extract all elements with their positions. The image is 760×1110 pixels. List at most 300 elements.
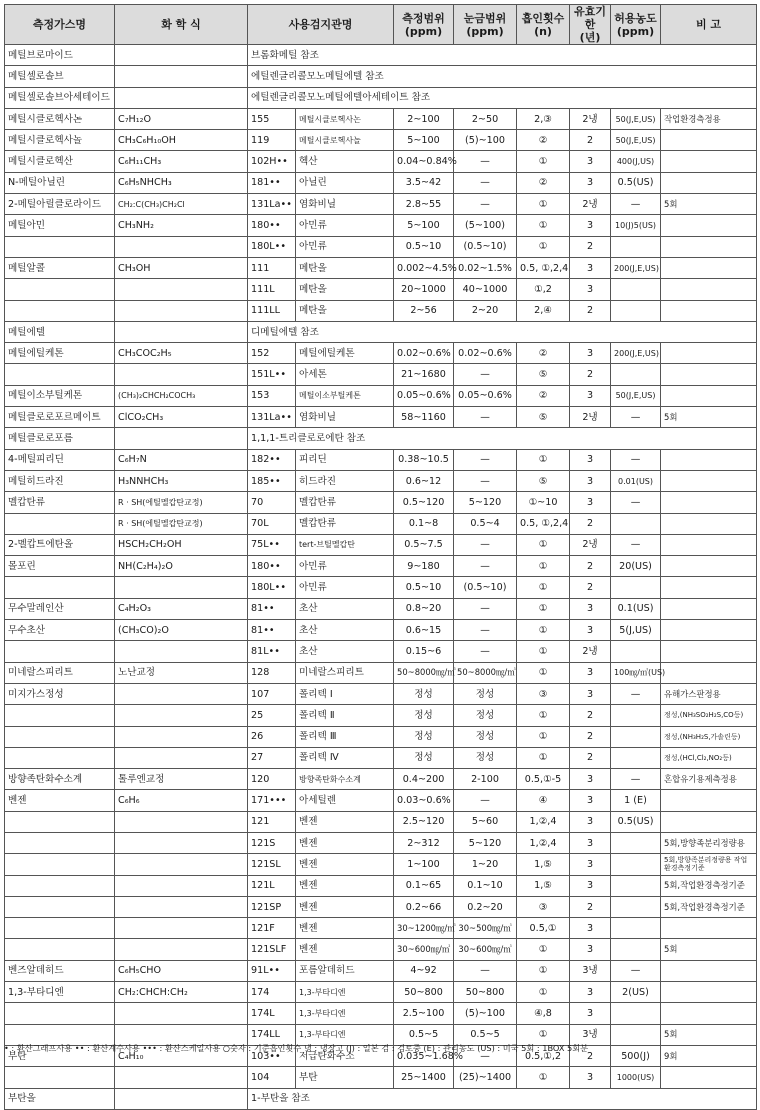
formula-cell xyxy=(115,1067,248,1088)
scale-cell: — xyxy=(454,620,517,641)
scale-cell: — xyxy=(454,790,517,811)
scale-cell: 0.2~20 xyxy=(454,896,517,917)
range-cell: 50~8000㎎/㎥ xyxy=(394,662,454,683)
tlv-cell: 0.01(US) xyxy=(611,470,661,491)
tube-number-cell: 180•• xyxy=(248,215,296,236)
strokes-cell: 0.5, ①,2,4 xyxy=(517,257,570,278)
gas-name-cell: 메틸시클로헥사논 xyxy=(5,108,115,129)
remark-cell: 9회 xyxy=(661,1045,757,1066)
tube-name-cell: tert-브틸멜캅탄 xyxy=(296,534,394,555)
tube-number-cell: 25 xyxy=(248,705,296,726)
strokes-cell: ①~10 xyxy=(517,492,570,513)
tube-number-cell: 153 xyxy=(248,385,296,406)
table-row xyxy=(5,492,757,513)
remark-cell xyxy=(661,790,757,811)
gas-name-cell: 2-메틸아릴클로라이드 xyxy=(5,194,115,215)
expiry-cell: 3 xyxy=(570,343,611,364)
formula-cell xyxy=(115,854,248,875)
range-cell: 정성 xyxy=(394,747,454,768)
tlv-cell: — xyxy=(611,194,661,215)
tlv-cell: 50(J,E,US) xyxy=(611,108,661,129)
remark-cell xyxy=(661,1067,757,1088)
formula-cell xyxy=(115,875,248,896)
tube-name-cell: 메틸시클로헥사논 xyxy=(296,108,394,129)
gas-name-cell xyxy=(5,300,115,321)
range-cell: 0.02~0.6% xyxy=(394,343,454,364)
range-cell: 0.04~0.84% xyxy=(394,151,454,172)
tube-number-cell: 119 xyxy=(248,130,296,151)
gas-name-cell: 부탄 xyxy=(5,1045,115,1066)
expiry-cell: 3 xyxy=(570,832,611,853)
tlv-cell: 400(J,US) xyxy=(611,151,661,172)
expiry-cell: 3 xyxy=(570,620,611,641)
tlv-cell: — xyxy=(611,683,661,704)
tlv-cell xyxy=(611,641,661,662)
expiry-cell: 3 xyxy=(570,811,611,832)
tube-name-cell: 메탄올 xyxy=(296,300,394,321)
range-cell: 0.03~0.6% xyxy=(394,790,454,811)
expiry-cell: 3 xyxy=(570,790,611,811)
tlv-cell: — xyxy=(611,769,661,790)
tube-number-cell: 81L•• xyxy=(248,641,296,662)
range-cell: 0.5~120 xyxy=(394,492,454,513)
tlv-cell xyxy=(611,896,661,917)
strokes-cell: 0.5,①,2 xyxy=(517,1045,570,1066)
tube-number-cell: 121L xyxy=(248,875,296,896)
gas-name-cell: 메틸셀로솔브 xyxy=(5,66,115,87)
tlv-cell xyxy=(611,1024,661,1045)
remark-cell: 유해가스판정용 xyxy=(661,683,757,704)
tlv-cell: 2(US) xyxy=(611,982,661,1003)
gas-name-cell xyxy=(5,1067,115,1088)
tube-name-cell: 1,3-부타디엔 xyxy=(296,1003,394,1024)
tube-number-cell: 121SLF xyxy=(248,939,296,960)
tlv-cell xyxy=(611,854,661,875)
range-cell: 21~1680 xyxy=(394,364,454,385)
expiry-cell: 2 xyxy=(570,364,611,385)
remark-cell xyxy=(661,300,757,321)
scale-cell: 40~1000 xyxy=(454,279,517,300)
remark-cell: 정성,(NH₃H₂S,가솔린등) xyxy=(661,726,757,747)
tlv-cell: 0.5(US) xyxy=(611,811,661,832)
table-row xyxy=(5,896,757,917)
formula-cell xyxy=(115,918,248,939)
gas-name-cell xyxy=(5,364,115,385)
table-row xyxy=(5,364,757,385)
tube-name-cell: 아민류 xyxy=(296,577,394,598)
tube-number-cell: 70 xyxy=(248,492,296,513)
tube-number-cell: 91L•• xyxy=(248,960,296,981)
gas-name-cell xyxy=(5,939,115,960)
gas-name-cell: 무수말레인산 xyxy=(5,598,115,619)
strokes-cell: ④ xyxy=(517,790,570,811)
table-row xyxy=(5,811,757,832)
strokes-cell: 2,③ xyxy=(517,108,570,129)
range-cell: 0.5~10 xyxy=(394,236,454,257)
tube-number-cell: 151L•• xyxy=(248,364,296,385)
range-cell: 2~100 xyxy=(394,108,454,129)
tube-name-cell: 방향족탄화수소계 xyxy=(296,769,394,790)
header-expiry: 유효기한 (년) xyxy=(570,5,611,45)
gas-detector-table-sheet xyxy=(4,4,756,1110)
strokes-cell: ① xyxy=(517,577,570,598)
tube-number-cell: 185•• xyxy=(248,470,296,491)
formula-cell: C₄H₂O₃ xyxy=(115,598,248,619)
expiry-cell: 3 xyxy=(570,385,611,406)
range-cell: 30~1200㎎/㎥ xyxy=(394,918,454,939)
table-row xyxy=(5,279,757,300)
reference-cell: 1-부탄올 참조 xyxy=(248,1088,757,1109)
tube-name-cell: 아닐린 xyxy=(296,172,394,193)
header-formula: 화 학 식 xyxy=(115,5,248,45)
range-cell: 0.2~66 xyxy=(394,896,454,917)
scale-cell: — xyxy=(454,556,517,577)
table-row xyxy=(5,598,757,619)
tube-number-cell: 111 xyxy=(248,257,296,278)
tube-name-cell: 염화비닐 xyxy=(296,407,394,428)
table-row xyxy=(5,513,757,534)
tube-number-cell: 182•• xyxy=(248,449,296,470)
tlv-cell: 0.5(US) xyxy=(611,172,661,193)
tube-number-cell: 180•• xyxy=(248,556,296,577)
formula-cell xyxy=(115,641,248,662)
expiry-cell: 3 xyxy=(570,151,611,172)
tlv-cell: 5(J,US) xyxy=(611,620,661,641)
table-row xyxy=(5,470,757,491)
expiry-cell: 2냉 xyxy=(570,194,611,215)
scale-cell: — xyxy=(454,407,517,428)
tube-name-cell: 메틸이소부틸케톤 xyxy=(296,385,394,406)
expiry-cell: 3 xyxy=(570,279,611,300)
strokes-cell: ① xyxy=(517,534,570,555)
scale-cell: — xyxy=(454,470,517,491)
table-row xyxy=(5,556,757,577)
range-cell: 2~312 xyxy=(394,832,454,853)
strokes-cell: ⑤ xyxy=(517,364,570,385)
header-remark: 비 고 xyxy=(661,5,757,45)
header-range: 측정범위 (ppm) xyxy=(394,5,454,45)
tube-name-cell: 피리딘 xyxy=(296,449,394,470)
range-cell: 정성 xyxy=(394,683,454,704)
scale-cell: 5~120 xyxy=(454,832,517,853)
tube-name-cell: 히드라진 xyxy=(296,470,394,491)
expiry-cell: 3 xyxy=(570,1003,611,1024)
remark-cell xyxy=(661,279,757,300)
remark-cell xyxy=(661,343,757,364)
gas-name-cell xyxy=(5,832,115,853)
remark-cell xyxy=(661,534,757,555)
strokes-cell: 1,②,4 xyxy=(517,832,570,853)
tube-number-cell: 75L•• xyxy=(248,534,296,555)
formula-cell: C₆H₅NHCH₃ xyxy=(115,172,248,193)
tlv-cell xyxy=(611,279,661,300)
tube-name-cell: 미네랄스피리트 xyxy=(296,662,394,683)
tube-name-cell: 폴리텍 Ⅰ xyxy=(296,683,394,704)
gas-name-cell: 메틸클로로포름 xyxy=(5,428,115,449)
range-cell: 0.1~65 xyxy=(394,875,454,896)
scale-cell: — xyxy=(454,598,517,619)
formula-cell: CH₃C₆H₁₀OH xyxy=(115,130,248,151)
tube-name-cell: 초산 xyxy=(296,641,394,662)
table-row xyxy=(5,726,757,747)
range-cell: 0.4~200 xyxy=(394,769,454,790)
tube-number-cell: 121SP xyxy=(248,896,296,917)
strokes-cell: ③ xyxy=(517,896,570,917)
tube-name-cell: 폴리텍 Ⅳ xyxy=(296,747,394,768)
table-row xyxy=(5,108,757,129)
tube-number-cell: 103•• xyxy=(248,1045,296,1066)
tlv-cell: — xyxy=(611,534,661,555)
expiry-cell: 3 xyxy=(570,470,611,491)
tube-number-cell: 121F xyxy=(248,918,296,939)
strokes-cell: ① xyxy=(517,982,570,1003)
strokes-cell: ① xyxy=(517,939,570,960)
tlv-cell: 1 (E) xyxy=(611,790,661,811)
remark-cell xyxy=(661,556,757,577)
table-row xyxy=(5,1003,757,1024)
tube-name-cell: 벤젠 xyxy=(296,918,394,939)
header-row xyxy=(5,5,757,45)
scale-cell: (25)~1400 xyxy=(454,1067,517,1088)
formula-cell xyxy=(115,66,248,87)
strokes-cell: 1,⑤ xyxy=(517,854,570,875)
tlv-cell: 100㎎/㎥(US) xyxy=(611,662,661,683)
reference-cell: 디메틸에텔 참조 xyxy=(248,321,757,342)
remark-cell xyxy=(661,130,757,151)
scale-cell: — xyxy=(454,449,517,470)
range-cell: 20~1000 xyxy=(394,279,454,300)
formula-cell: CH₃OH xyxy=(115,257,248,278)
tube-number-cell: 174 xyxy=(248,982,296,1003)
tube-number-cell: 131La•• xyxy=(248,407,296,428)
strokes-cell: ① xyxy=(517,705,570,726)
remark-cell xyxy=(661,385,757,406)
table-body xyxy=(5,45,757,1110)
tube-name-cell: 폴리텍 Ⅲ xyxy=(296,726,394,747)
gas-name-cell xyxy=(5,875,115,896)
remark-cell: 5회 xyxy=(661,939,757,960)
tlv-cell: — xyxy=(611,449,661,470)
tube-name-cell: 멜캅탄류 xyxy=(296,513,394,534)
table-row xyxy=(5,215,757,236)
tube-name-cell: 아민류 xyxy=(296,236,394,257)
strokes-cell: ② xyxy=(517,385,570,406)
scale-cell: 30~500㎎/㎥ xyxy=(454,918,517,939)
formula-cell xyxy=(115,45,248,66)
remark-cell: 5회 xyxy=(661,1024,757,1045)
formula-cell: C₆H₁₁CH₃ xyxy=(115,151,248,172)
legend-footnote: • : 환산그래프사용 •• : 환산계수사용 ••• : 환산스케일사용 ○숫자 : 기준흡인횟수 냉 : 냉장고 (J) : 일본 검 : 검토중 (E) : 관리농도 (US) : 미국 5회 : 1BOX 5회분 xyxy=(4,1043,589,1053)
scale-cell: 정성 xyxy=(454,726,517,747)
remark-cell xyxy=(661,172,757,193)
formula-cell xyxy=(115,1088,248,1109)
table-row xyxy=(5,683,757,704)
table-row xyxy=(5,960,757,981)
tube-name-cell: 메틸에틸케톤 xyxy=(296,343,394,364)
formula-cell: HSCH₂CH₂OH xyxy=(115,534,248,555)
scale-cell: 2~50 xyxy=(454,108,517,129)
table-row xyxy=(5,641,757,662)
tlv-cell xyxy=(611,300,661,321)
range-cell: 58~1160 xyxy=(394,407,454,428)
formula-cell: R · SH(에틸멜캅탄교정) xyxy=(115,492,248,513)
gas-name-cell: 2-멜캅트에탄올 xyxy=(5,534,115,555)
formula-cell xyxy=(115,236,248,257)
table-header xyxy=(5,5,757,45)
expiry-cell: 2 xyxy=(570,726,611,747)
strokes-cell: ① xyxy=(517,151,570,172)
range-cell: 0.5~10 xyxy=(394,577,454,598)
tube-number-cell: 107 xyxy=(248,683,296,704)
gas-name-cell xyxy=(5,726,115,747)
remark-cell: 5회,작업환경측정기준 xyxy=(661,896,757,917)
range-cell: 50~800 xyxy=(394,982,454,1003)
table-row xyxy=(5,321,757,342)
table-row xyxy=(5,449,757,470)
formula-cell xyxy=(115,577,248,598)
strokes-cell: 1,⑤ xyxy=(517,875,570,896)
gas-name-cell: 메틸셀로솔브아세테이드 xyxy=(5,87,115,108)
tube-name-cell: 멜캅탄류 xyxy=(296,492,394,513)
strokes-cell: ①,2 xyxy=(517,279,570,300)
range-cell: 0.1~8 xyxy=(394,513,454,534)
tube-name-cell: 메탄올 xyxy=(296,279,394,300)
header-tlv: 허용농도 (ppm) xyxy=(611,5,661,45)
tlv-cell: 50(J,E,US) xyxy=(611,130,661,151)
tube-name-cell: 아민류 xyxy=(296,556,394,577)
formula-cell: NH(C₂H₄)₂O xyxy=(115,556,248,577)
gas-detector-table xyxy=(4,4,757,1110)
strokes-cell: ① xyxy=(517,960,570,981)
expiry-cell: 2 xyxy=(570,130,611,151)
range-cell: 0.38~10.5 xyxy=(394,449,454,470)
expiry-cell: 3냉 xyxy=(570,1024,611,1045)
expiry-cell: 2 xyxy=(570,1045,611,1066)
remark-cell xyxy=(661,492,757,513)
formula-cell: R · SH(에틸멜캅탄교정) xyxy=(115,513,248,534)
header-tube-name: 사용검지관명 xyxy=(248,5,394,45)
remark-cell xyxy=(661,1003,757,1024)
expiry-cell: 3 xyxy=(570,854,611,875)
table-row xyxy=(5,407,757,428)
range-cell: 0.5~7.5 xyxy=(394,534,454,555)
expiry-cell: 3 xyxy=(570,769,611,790)
gas-name-cell xyxy=(5,854,115,875)
range-cell: 0.035~1.68% xyxy=(394,1045,454,1066)
strokes-cell: ④,8 xyxy=(517,1003,570,1024)
scale-cell: — xyxy=(454,364,517,385)
range-cell: 4~92 xyxy=(394,960,454,981)
formula-cell xyxy=(115,428,248,449)
formula-cell: CH₂:CHCH:CH₂ xyxy=(115,982,248,1003)
tube-number-cell: 121S xyxy=(248,832,296,853)
remark-cell xyxy=(661,662,757,683)
gas-name-cell xyxy=(5,641,115,662)
range-cell: 정성 xyxy=(394,705,454,726)
expiry-cell: 2 xyxy=(570,236,611,257)
tlv-cell: 500(J) xyxy=(611,1045,661,1066)
gas-name-cell: 메틸에틸케톤 xyxy=(5,343,115,364)
gas-name-cell: 메틸브로마이드 xyxy=(5,45,115,66)
strokes-cell: ① xyxy=(517,598,570,619)
tube-name-cell: 1,3-부타디엔 xyxy=(296,982,394,1003)
strokes-cell: ① xyxy=(517,1067,570,1088)
scale-cell: — xyxy=(454,641,517,662)
remark-cell xyxy=(661,960,757,981)
formula-cell: C₆H₇N xyxy=(115,449,248,470)
gas-name-cell: 몰포린 xyxy=(5,556,115,577)
scale-cell: (5~100) xyxy=(454,215,517,236)
table-row xyxy=(5,662,757,683)
remark-cell xyxy=(661,811,757,832)
table-row xyxy=(5,747,757,768)
expiry-cell: 2 xyxy=(570,556,611,577)
tlv-cell xyxy=(611,726,661,747)
tlv-cell xyxy=(611,918,661,939)
table-row xyxy=(5,832,757,853)
scale-cell: 2~20 xyxy=(454,300,517,321)
tube-name-cell: 벤젠 xyxy=(296,939,394,960)
formula-cell xyxy=(115,321,248,342)
tlv-cell xyxy=(611,577,661,598)
table-row xyxy=(5,1088,757,1109)
tube-name-cell: 벤젠 xyxy=(296,854,394,875)
tlv-cell: 200(J,E,US) xyxy=(611,257,661,278)
tlv-cell xyxy=(611,747,661,768)
formula-cell xyxy=(115,279,248,300)
strokes-cell: ① xyxy=(517,236,570,257)
remark-cell: 5회,작업환경측정기준 xyxy=(661,875,757,896)
range-cell: 0.6~12 xyxy=(394,470,454,491)
strokes-cell: ① xyxy=(517,662,570,683)
strokes-cell: ① xyxy=(517,747,570,768)
remark-cell: 정성,(NH₃SO₂H₂S,CO등) xyxy=(661,705,757,726)
tube-name-cell: 초산 xyxy=(296,598,394,619)
gas-name-cell: 방향족탄화수소계 xyxy=(5,769,115,790)
scale-cell: 0.5~5 xyxy=(454,1024,517,1045)
scale-cell: — xyxy=(454,960,517,981)
strokes-cell: ① xyxy=(517,620,570,641)
range-cell: 2.5~100 xyxy=(394,1003,454,1024)
strokes-cell: ① xyxy=(517,215,570,236)
table-row xyxy=(5,875,757,896)
reference-cell: 에틸렌글리콜모노메틸에텔 참조 xyxy=(248,66,757,87)
table-row xyxy=(5,130,757,151)
formula-cell: C₆H₅CHO xyxy=(115,960,248,981)
remark-cell: 작업환경측정용 xyxy=(661,108,757,129)
scale-cell: — xyxy=(454,151,517,172)
tube-number-cell: 26 xyxy=(248,726,296,747)
scale-cell: — xyxy=(454,1045,517,1066)
remark-cell: 정성,(HCl,Cl₂,NO₂등) xyxy=(661,747,757,768)
tube-name-cell: 메탄올 xyxy=(296,257,394,278)
remark-cell xyxy=(661,577,757,598)
tlv-cell xyxy=(611,236,661,257)
table-row xyxy=(5,534,757,555)
remark-cell xyxy=(661,513,757,534)
tlv-cell: — xyxy=(611,960,661,981)
tube-number-cell: 128 xyxy=(248,662,296,683)
tube-number-cell: 152 xyxy=(248,343,296,364)
expiry-cell: 2 xyxy=(570,747,611,768)
tube-name-cell: 포름알데히드 xyxy=(296,960,394,981)
expiry-cell: 2 xyxy=(570,513,611,534)
scale-cell: 0.02~1.5% xyxy=(454,257,517,278)
scale-cell: 2-100 xyxy=(454,769,517,790)
strokes-cell: 2,④ xyxy=(517,300,570,321)
scale-cell: 0.5~4 xyxy=(454,513,517,534)
table-row xyxy=(5,385,757,406)
